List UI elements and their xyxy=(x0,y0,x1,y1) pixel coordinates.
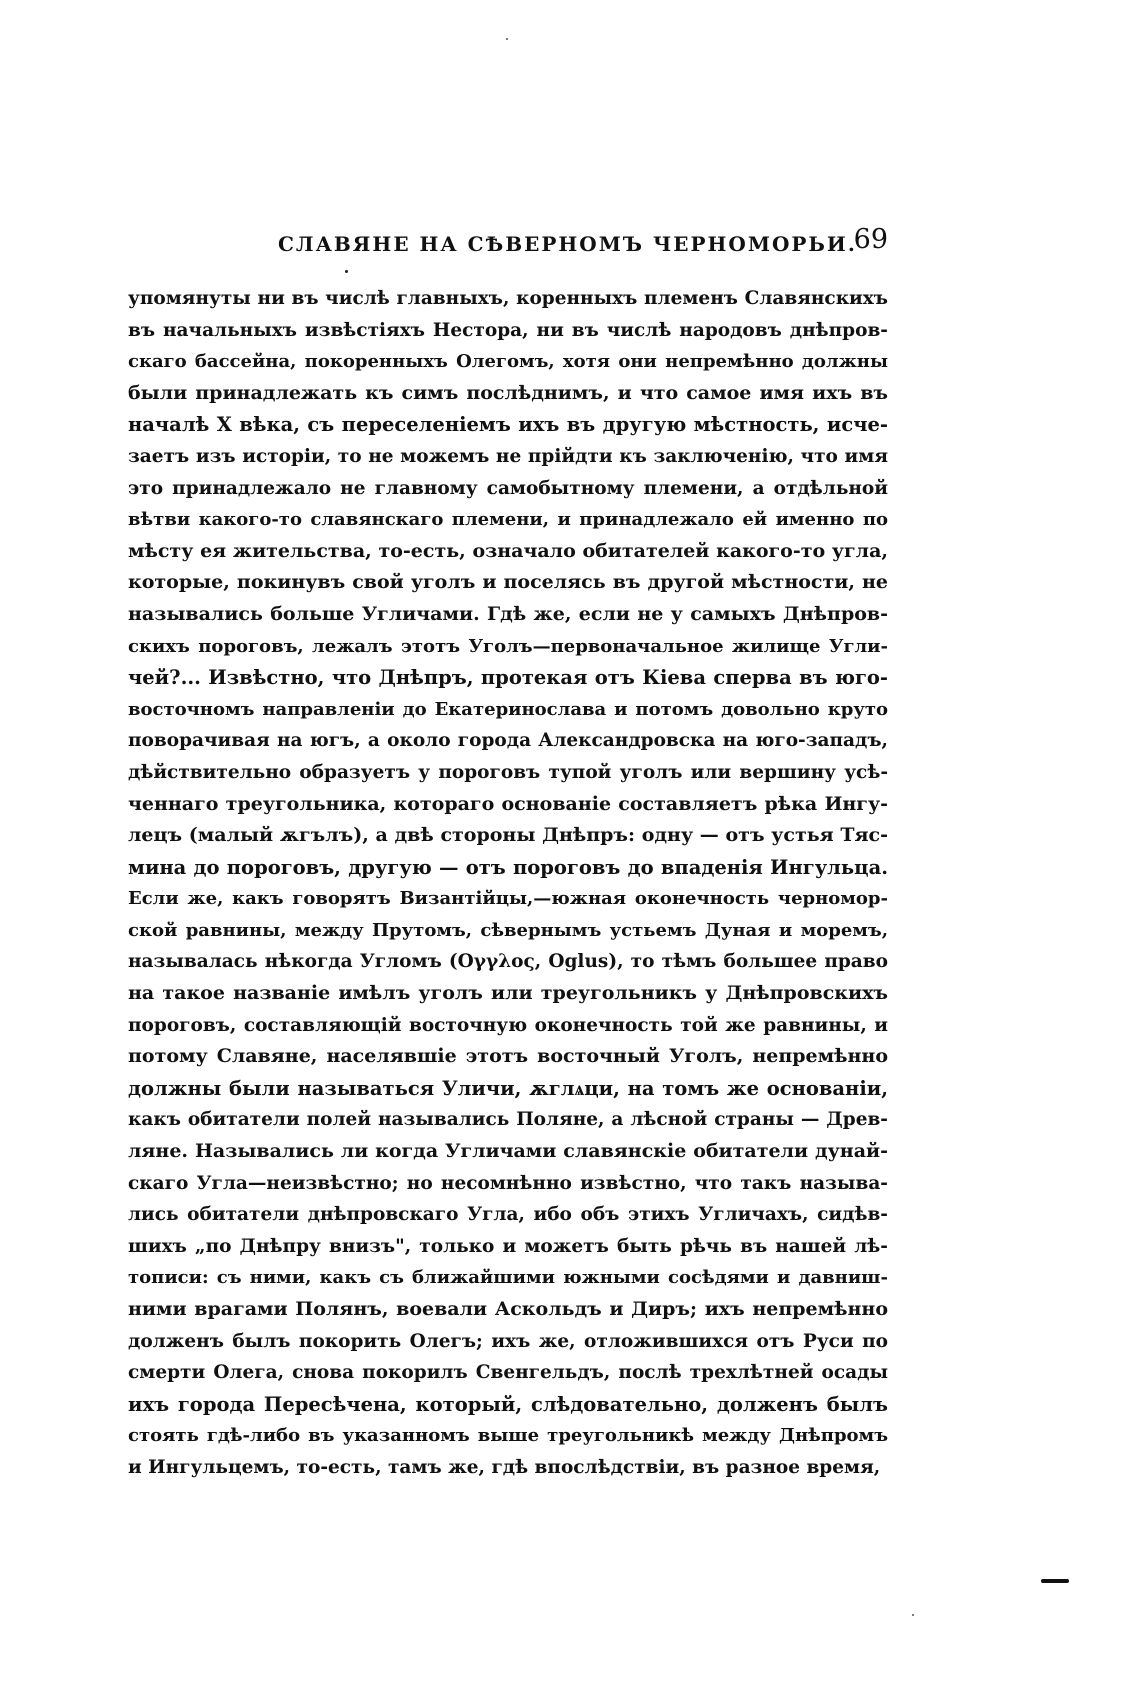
text-line: потому Славяне, населявшіе этотъ восточный Уголъ, непремѣнно xyxy=(128,1045,888,1068)
text-line: чей?... Извѣстно, что Днѣпръ, протекая отъ Кіева сперва въ юго- xyxy=(128,666,888,690)
text-line: лецъ (малый ѫгълъ), а двѣ стороны Днѣпръ: одну — отъ устья Тяс- xyxy=(128,824,888,847)
text-line: называлась нѣкогда Угломъ (Ογγλος, Oglus), то тѣмъ большее право xyxy=(128,951,888,973)
text-line: должны были называться Уличи, ѫглѧци, на томъ же основаніи, xyxy=(128,1076,888,1100)
text-line: мѣсту ея жительства, то-есть, означало обитателей какого-то угла, xyxy=(128,539,888,562)
text-line: скихъ пороговъ, лежалъ этотъ Уголъ—первоначальное жилище Угли- xyxy=(128,635,888,657)
text-line: назывались больше Угличами. Гдѣ же, если не у самыхъ Днѣпров- xyxy=(128,602,888,625)
text-line: скаго бассейна, покоренныхъ Олегомъ, хотя они непремѣнно должны xyxy=(128,351,888,373)
text-line: и Ингульцемъ, то-есть, тамъ же, гдѣ впослѣдствіи, въ разное время, xyxy=(128,1456,881,1478)
page-number: 69 xyxy=(853,224,888,255)
ink-speck xyxy=(912,1614,914,1616)
ink-speck xyxy=(506,38,508,40)
text-line: лись обитатели днѣпровскаго Угла, ибо объ этихъ Угличахъ, сидѣв- xyxy=(128,1204,888,1226)
text-line: на такое названіе имѣлъ уголъ или треугольникъ у Днѣпровскихъ xyxy=(128,982,888,1005)
page-header xyxy=(128,224,888,264)
text-line: упомянуты ни въ числѣ главныхъ, коренныхъ племенъ Славянскихъ xyxy=(128,288,888,309)
text-line: началѣ X вѣка, съ переселеніемъ ихъ въ другую мѣстность, исче- xyxy=(128,413,888,437)
text-line: пороговъ, составляющій восточную оконечность той же равнины, и xyxy=(128,1014,888,1036)
text-line: поворачивая на югъ, а около города Александровска на юго-западъ, xyxy=(128,730,888,752)
text-line: мина до пороговъ, другую — отъ пороговъ до впаденія Ингульца. xyxy=(128,855,888,879)
text-line: которые, покинувъ свой уголъ и поселясь въ другой мѣстности, не xyxy=(128,571,888,594)
running-title: СЛАВЯНЕ НА СѢВЕРНОМЪ ЧЕРНОМОРЬИ. xyxy=(278,232,857,256)
text-line: это принадлежало не главному самобытному племени, а отдѣльной xyxy=(128,477,888,499)
text-line: ихъ города Пересѣчена, который, слѣдовательно, долженъ былъ xyxy=(128,1392,888,1416)
text-line: были принадлежать къ симъ послѣднимъ, и что самое имя ихъ въ xyxy=(128,381,888,404)
text-line: какъ обитатели полей назывались Поляне, а лѣсной страны — Древ- xyxy=(128,1109,888,1131)
text-line: смерти Олега, снова покорилъ Свенгельдъ, послѣ трехлѣтней осады xyxy=(128,1362,888,1384)
text-line: ними врагами Полянъ, воевали Аскольдъ и Диръ; ихъ непремѣнно xyxy=(128,1298,888,1320)
text-line: восточномъ направленіи до Екатеринослава и потомъ довольно круто xyxy=(128,698,888,720)
ink-dot xyxy=(345,270,348,273)
text-line: шихъ „по Днѣпру внизъ", только и можетъ быть рѣчь въ нашей лѣ- xyxy=(128,1235,888,1257)
text-line: долженъ былъ покорить Олегъ; ихъ же, отложившихся отъ Руси по xyxy=(128,1330,888,1352)
text-line: заетъ изъ исторіи, то не можемъ не прійдти къ заключенію, что имя xyxy=(128,445,888,467)
body-text xyxy=(128,283,888,1484)
text-line: стоять гдѣ-либо въ указанномъ выше треугольникѣ между Днѣпромъ xyxy=(128,1425,888,1447)
text-line: вѣтви какого-то славянскаго племени, и принадлежало ей именно по xyxy=(128,509,888,531)
text-line: скаго Угла—неизвѣстно; но несомнѣнно извѣстно, что такъ называ- xyxy=(128,1172,888,1194)
text-line: ченнаго треугольника, котораго основаніе составляетъ рѣка Ингу- xyxy=(128,792,888,815)
text-line: тописи: съ ними, какъ съ ближайшими южными сосѣдями и давниш- xyxy=(128,1267,888,1289)
text-line: дѣйствительно образуетъ у пороговъ тупой уголъ или вершину усѣ- xyxy=(128,761,888,783)
text-line: Если же, какъ говорятъ Византійцы,—южная оконечность черномор- xyxy=(128,888,888,910)
text-line: ской равнины, между Прутомъ, сѣвернымъ устьемъ Дуная и моремъ, xyxy=(128,919,888,941)
text-line: въ начальныхъ извѣстіяхъ Нестора, ни въ числѣ народовъ днѣпров- xyxy=(128,319,888,341)
margin-mark xyxy=(1041,1579,1069,1583)
text-line: ляне. Назывались ли когда Угличами славянскіе обитатели дунай- xyxy=(128,1140,888,1163)
